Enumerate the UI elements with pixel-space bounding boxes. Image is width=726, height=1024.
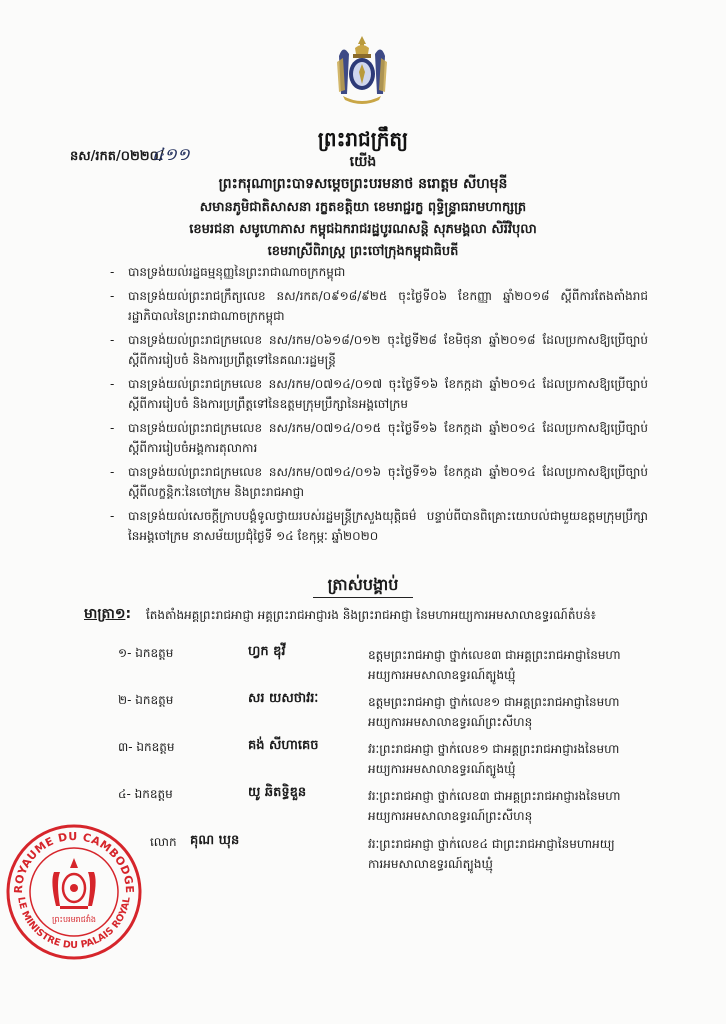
article-1-label: មាត្រា១: <box>84 606 132 622</box>
royal-palace-seal <box>4 822 144 962</box>
order-heading-underline <box>313 597 413 598</box>
king-title-line-2: សមានភូមិជាតិសាសនា រក្ខតខត្តិយា ខេមរាជ្ជរក្ខ ពុទ្ធិន្ទ្រាធរាមហាក្សត្រ <box>199 200 527 215</box>
citation-item: - បានទ្រង់យល់ព្រះរាជក្រមលេខ នស/រកម/០៦១៨/០១២ ចុះថ្ងៃទី២៨ ខែមិថុនា ឆ្នាំ២០១៨ ដែលប្រកាសឱ្យប្រើច្បាប់ស្តីពីការរៀបចំ និងការប្រព្រឹត្តទៅនៃគណៈរដ្ឋមន្ត្រី <box>110 333 648 367</box>
seal-top-text: ROYAUME DU CAMBODGE <box>11 829 137 894</box>
citation-item: - បានទ្រង់យល់ព្រះរាជក្រមលេខ នស/រកម/០៧១៤/០១៧ ចុះថ្ងៃទី១៦ ខែកក្កដា ឆ្នាំ២០១៤ ដែលប្រកាសឱ្យប្រើច្បាប់ស្តីពីការរៀបចំ និងការប្រព្រឹត្តទៅនៃឧត្តមក្រុមប្រឹក្សានៃអង្គចៅក្រម <box>110 377 648 411</box>
article-1-text: តែងតាំងអគ្គព្រះរាជអាជ្ញា អគ្គព្រះរាជអាជ្ញារង និងព្រះរាជអាជ្ញា នៃមហាអយ្យការអមសាលាឧទ្ធរណ៍តំបន់៖ <box>146 608 596 622</box>
reference-handwritten-number: ៤១១ <box>152 145 190 165</box>
citation-item: - បានទ្រង់យល់ព្រះរាជក្រឹត្យលេខ នស/រកត/០៩១៨/៩២៥ ចុះថ្ងៃទី០៦ ខែកញ្ញា ឆ្នាំ២០១៨ ស្តីពីការតែងតាំងរាជរដ្ឋាភិបាលនៃព្រះរាជាណាចក្រកម្ពុជា <box>110 289 648 323</box>
king-name-line: ព្រះករុណាព្រះបាទសម្តេចព្រះបរមនាថ នរោត្តម សីហមុនី <box>218 176 508 192</box>
citation-item: - បានទ្រង់យល់ព្រះរាជក្រមលេខ នស/រកម/០៧១៤/០១៥ ចុះថ្ងៃទី១៦ ខែកក្កដា ឆ្នាំ២០១៤ ដែលប្រកាសឱ្យប្រើច្បាប់ស្តីពីការរៀបចំអង្គការតុលាការ <box>110 421 648 455</box>
king-title-line-4: ខេមរាស្រីពិរាស្ត្រ ព្រះចៅក្រុងកម្ពុជាធិបតី <box>267 244 459 259</box>
seal-bottom-text: LE MINISTRE DU PALAIS ROYAL <box>15 896 133 952</box>
seal-emblem-icon <box>52 858 95 909</box>
seal-inner-text: ព្រះបរមរាជវាំង <box>52 915 96 924</box>
royal-emblem-icon <box>333 34 391 106</box>
king-title-line-3: ខេមរជនា សមូហោភាស កម្ពុជឯករាជរដ្ឋបូរណសន្តិ សុភមង្គលា សិរីវិបុលា <box>189 222 537 237</box>
order-heading: ត្រាស់បង្គាប់ <box>327 575 399 594</box>
citations-list <box>110 262 648 550</box>
we-heading: យើង <box>349 154 377 170</box>
citation-item: - បានទ្រង់យល់រដ្ឋធម្មនុញ្ញនៃព្រះរាជាណាចក្រកម្ពុជា <box>110 265 346 279</box>
citation-item: - បានទ្រង់យល់ព្រះរាជក្រមលេខ នស/រកម/០៧១៤/០១៦ ចុះថ្ងៃទី១៦ ខែកក្កដា ឆ្នាំ២០១៤ ដែលប្រកាសឱ្យប្រើច្បាប់ស្តីពីលក្ខន្តិកៈនៃចៅក្រម និងព្រះរាជអាជ្ញា <box>110 465 648 499</box>
reference-number: នស/រកត/០២២០/ <box>70 149 164 164</box>
document-title: ព្រះរាជក្រឹត្យ <box>317 127 409 151</box>
citation-item: - បានទ្រង់យល់សេចក្តីក្រាបបង្គំទូលថ្វាយរបស់រដ្ឋមន្ត្រីក្រសួងយុត្តិធម៌ បន្ទាប់ពីបានពិគ្រោះយោបល់ជាមួយឧត្តមក្រុមប្រឹក្សានៃអង្គចៅក្រម នាសម័យប្រជុំថ្ងៃទី ១៤ ខែកុម្ភៈ ឆ្នាំ២០២០ <box>110 509 648 543</box>
